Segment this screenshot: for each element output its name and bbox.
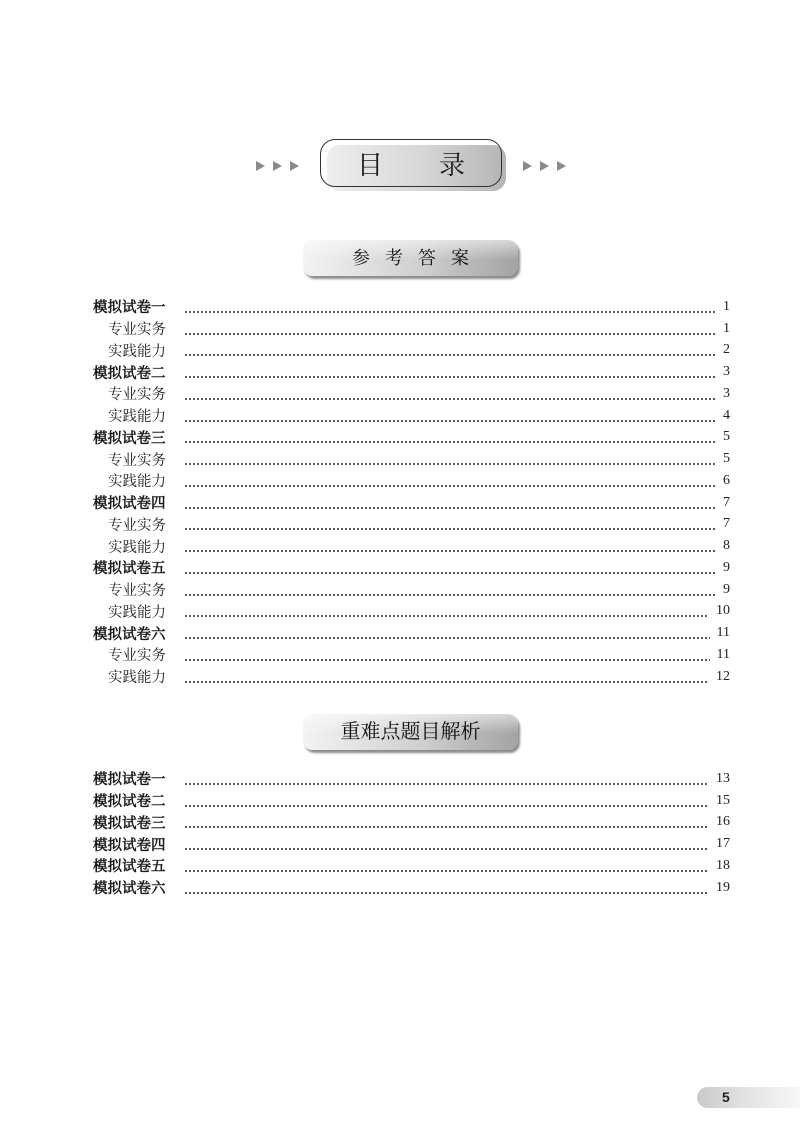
toc-entry-page: 16 [716, 814, 730, 830]
dot-leader [184, 383, 716, 405]
dot-leader [184, 601, 709, 623]
dot-leader [184, 833, 709, 855]
page-title-char: 目 [356, 150, 383, 180]
toc-subentry-page: 6 [723, 472, 730, 488]
section-heading-key-analysis: 重难点题目解析 [303, 714, 518, 750]
dot-leader [184, 768, 709, 790]
toc-entry [93, 622, 730, 644]
toc-entry [93, 296, 730, 318]
dot-leader [184, 644, 710, 666]
dot-leader [184, 470, 716, 492]
toc-entry [93, 557, 730, 579]
toc-entry-page: 15 [716, 792, 730, 808]
toc-entry-label: 模拟试卷四 [93, 837, 166, 854]
play-triangle-icon [256, 161, 265, 171]
dot-leader [184, 361, 716, 383]
toc-subentry-label: 专业实务 [108, 648, 166, 665]
toc-subentry [93, 666, 730, 688]
toc-subentry-label: 专业实务 [108, 583, 166, 600]
toc-subentry-label: 专业实务 [108, 517, 166, 534]
toc-subentry [93, 470, 730, 492]
toc-entry [93, 877, 730, 899]
dot-leader [184, 812, 709, 834]
dot-leader [184, 666, 709, 688]
toc-subentry-page: 10 [716, 603, 730, 619]
play-triangle-icon [273, 161, 282, 171]
toc-subentry-page: 8 [723, 538, 730, 554]
dot-leader [184, 340, 716, 362]
toc-entry [93, 790, 730, 812]
dot-leader [184, 514, 716, 536]
toc-entry-page: 3 [723, 364, 730, 380]
toc-subentry-label: 实践能力 [108, 409, 166, 426]
toc-entry-label: 模拟试卷一 [93, 300, 166, 317]
toc-entry-label: 模拟试卷二 [93, 365, 166, 382]
toc-subentry-page: 1 [723, 320, 730, 336]
toc-subentry-label: 实践能力 [108, 343, 166, 360]
toc-entry-label: 模拟试卷一 [93, 772, 166, 789]
toc-subentry [93, 601, 730, 623]
toc-entry-page: 13 [716, 770, 730, 786]
toc-subentry [93, 579, 730, 601]
dot-leader [184, 492, 716, 514]
toc-entry-page: 17 [716, 836, 730, 852]
dot-leader [184, 877, 709, 899]
toc-entry [93, 812, 730, 834]
toc-subentry [93, 318, 730, 340]
toc-entry-page: 19 [716, 879, 730, 895]
dot-leader [184, 296, 716, 318]
toc-entry-label: 模拟试卷五 [93, 561, 166, 578]
toc-subentry [93, 448, 730, 470]
toc-entry-label: 模拟试卷二 [93, 794, 166, 811]
dot-leader [184, 579, 716, 601]
toc-subentry-label: 实践能力 [108, 604, 166, 621]
page-number-tab [697, 1087, 800, 1108]
toc-subentry-label: 专业实务 [108, 322, 166, 339]
toc-entry-label: 模拟试卷三 [93, 815, 166, 832]
dot-leader [184, 557, 716, 579]
toc-entry-page: 9 [723, 559, 730, 575]
toc-subentry-page: 7 [723, 516, 730, 532]
toc-entry [93, 427, 730, 449]
page-number: 5 [722, 1089, 730, 1105]
toc-subentry-page: 12 [716, 668, 730, 684]
play-triangle-icon [557, 161, 566, 171]
toc-subentry-label: 专业实务 [108, 452, 166, 469]
toc-subentry [93, 340, 730, 362]
toc-subentry-page: 2 [723, 342, 730, 358]
toc-entry [93, 361, 730, 383]
toc-subentry-label: 实践能力 [108, 670, 166, 687]
toc-entry-page: 7 [723, 494, 730, 510]
toc-subentry-page: 11 [716, 646, 730, 662]
play-triangle-icon [540, 161, 549, 171]
title-box [320, 139, 502, 187]
play-triangle-icon [290, 161, 299, 171]
section-heading-answers: 参 考 答 案 [303, 240, 518, 276]
toc-subentry-label: 实践能力 [108, 539, 166, 556]
toc-list-answers [93, 296, 730, 688]
toc-entry-label: 模拟试卷三 [93, 430, 166, 447]
toc-entry-label: 模拟试卷四 [93, 496, 166, 513]
toc-subentry-label: 专业实务 [108, 387, 166, 404]
toc-subentry-page: 3 [723, 385, 730, 401]
toc-entry [93, 768, 730, 790]
toc-subentry [93, 535, 730, 557]
toc-subentry [93, 383, 730, 405]
toc-subentry [93, 514, 730, 536]
dot-leader [184, 790, 709, 812]
toc-subentry [93, 644, 730, 666]
toc-entry-page: 18 [716, 857, 730, 873]
dot-leader [184, 405, 716, 427]
toc-subentry-label: 实践能力 [108, 474, 166, 491]
dot-leader [184, 855, 709, 877]
toc-entry-label: 模拟试卷六 [93, 626, 166, 643]
toc-subentry-page: 5 [723, 451, 730, 467]
toc-entry-page: 5 [723, 429, 730, 445]
dot-leader [184, 448, 716, 470]
toc-entry [93, 855, 730, 877]
play-triangle-icon [523, 161, 532, 171]
toc-subentry-page: 9 [723, 581, 730, 597]
dot-leader [184, 427, 716, 449]
toc-entry [93, 833, 730, 855]
toc-subentry [93, 405, 730, 427]
dot-leader [184, 535, 716, 557]
toc-entry-label: 模拟试卷六 [93, 881, 166, 898]
dot-leader [184, 622, 710, 644]
dot-leader [184, 318, 716, 340]
toc-entry-page: 11 [716, 625, 730, 641]
toc-subentry-page: 4 [723, 407, 730, 423]
page-title-char: 录 [438, 150, 465, 180]
toc-list-key-analysis [93, 768, 730, 899]
toc-entry-label: 模拟试卷五 [93, 859, 166, 876]
toc-entry-page: 1 [723, 298, 730, 314]
toc-entry [93, 492, 730, 514]
